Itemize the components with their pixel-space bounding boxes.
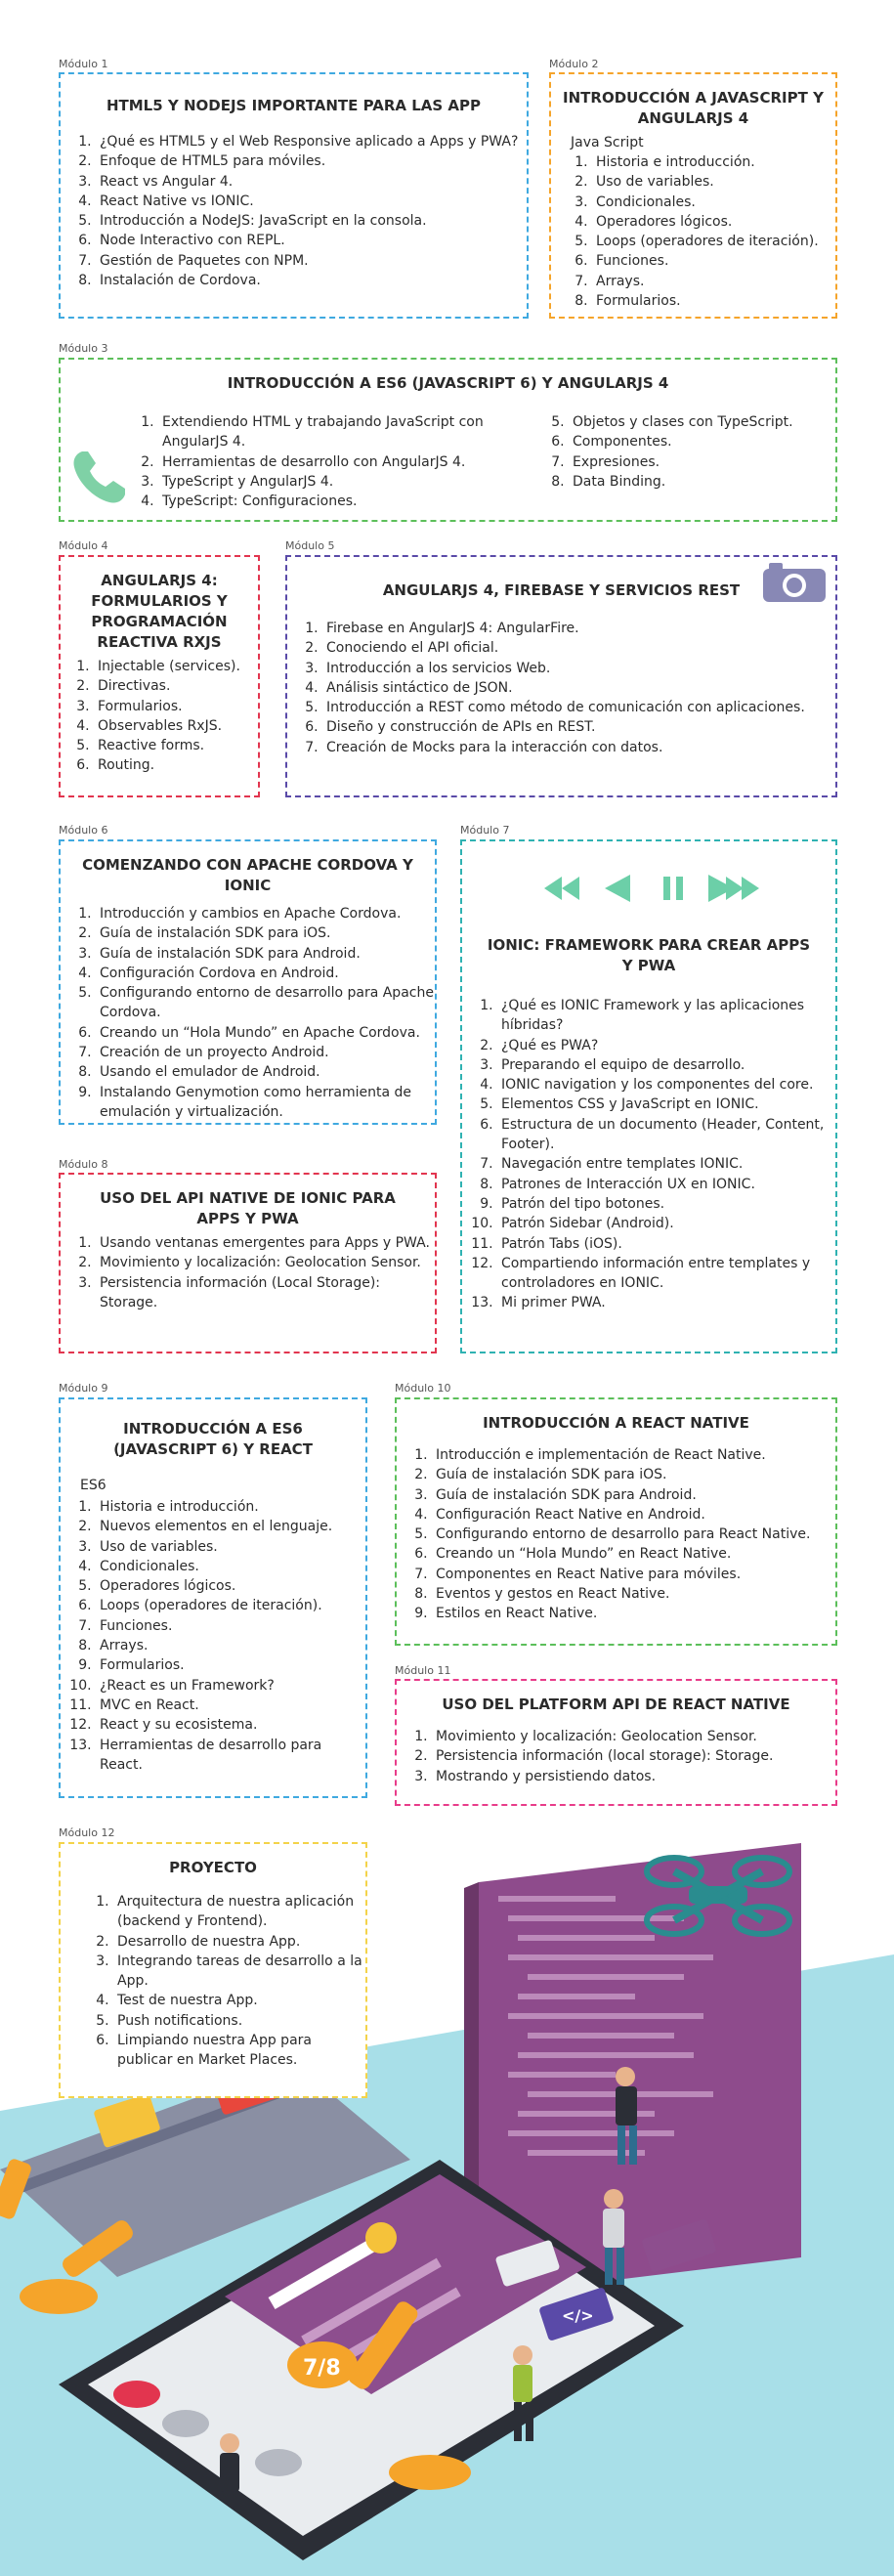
list-item: 2. Uso de variables.	[592, 172, 835, 192]
list-item: 4. Análisis sintáctico de JSON.	[322, 678, 835, 698]
module-3-title: INTRODUCCIÓN A ES6 (JAVASCRIPT 6) Y ANGULARJS 4	[227, 374, 669, 392]
list-item: 9. Instalando Genymotion como herramienta de emulación y virtualización.	[96, 1083, 435, 1123]
list-item: 8. Usando el emulador de Android.	[96, 1062, 435, 1082]
svg-text:</>: </>	[562, 2306, 594, 2325]
list-item: 2. Directivas.	[94, 676, 258, 696]
list-item: 1. Injectable (services).	[94, 657, 258, 676]
list-item: 1. Arquitectura de nuestra aplicación (backend y Frontend).	[113, 1892, 365, 1932]
list-item: 3. React vs Angular 4.	[96, 172, 527, 192]
list-item: 4. React Native vs IONIC.	[96, 192, 527, 211]
media-controls-icon	[540, 871, 763, 906]
list-item: 1. ¿Qué es HTML5 y el Web Responsive aplicado a Apps y PWA?	[96, 132, 527, 151]
module-4-label: Módulo 4	[59, 539, 108, 552]
list-item: 3. Persistencia información (Local Storage): Storage.	[96, 1273, 435, 1313]
module-7-list	[462, 996, 835, 1313]
module-2-list	[551, 152, 835, 311]
list-item: 5. Configurando entorno de desarrollo para React Native.	[432, 1524, 835, 1544]
list-item: 4. Configuración Cordova en Android.	[96, 964, 435, 983]
module-5-title: ANGULARJS 4, FIREBASE Y SERVICIOS REST	[382, 581, 741, 599]
list-item: 1. Extendiendo HTML y trabajando JavaScript con AngularJS 4.	[158, 412, 549, 452]
module-2-card	[549, 72, 837, 319]
list-item: 1. Introducción e implementación de React Native.	[432, 1445, 835, 1465]
camera-icon	[759, 559, 830, 606]
list-item: 2. ¿Qué es PWA?	[497, 1036, 835, 1055]
list-item: 3. Guía de instalación SDK para Android.	[96, 944, 435, 964]
module-2-subheading: Java Script	[571, 135, 644, 150]
list-item: 3. TypeScript y AngularJS 4.	[158, 472, 549, 492]
list-item: 2. Persistencia información (local storage): Storage.	[432, 1746, 835, 1766]
module-11-title: USO DEL PLATFORM API DE REACT NATIVE	[442, 1696, 790, 1713]
list-item: 7. Creación de un proyecto Android.	[96, 1043, 435, 1062]
list-item: 5. Objetos y clases con TypeScript.	[569, 412, 842, 432]
list-item: 8. Data Binding.	[569, 472, 842, 492]
module-9-subheading: ES6	[80, 1478, 106, 1493]
list-item: 3. Formularios.	[94, 697, 258, 716]
list-item: 13. Herramientas de desarrollo para React.	[96, 1736, 365, 1776]
list-item: 2. Enfoque de HTML5 para móviles.	[96, 151, 527, 171]
list-item: 3. Preparando el equipo de desarrollo.	[497, 1055, 835, 1075]
list-item: 6. Node Interactivo con REPL.	[96, 231, 527, 250]
list-item: 8. Instalación de Cordova.	[96, 271, 527, 290]
module-12-title: PROYECTO	[169, 1859, 257, 1876]
list-item: 5. Configurando entorno de desarrollo para Apache Cordova.	[96, 983, 435, 1023]
module-1-list	[61, 132, 527, 290]
list-item: 10. ¿React es un Framework?	[96, 1676, 365, 1696]
list-item: 1. Usando ventanas emergentes para Apps y PWA.	[96, 1233, 435, 1253]
module-8-list	[61, 1233, 435, 1312]
list-item: 7. Creación de Mocks para la interacción con datos.	[322, 738, 835, 757]
module-6-card	[59, 839, 437, 1125]
module-5-label: Módulo 5	[285, 539, 335, 552]
list-item: 5. Reactive forms.	[94, 736, 258, 755]
list-item: 6. Diseño y construcción de APIs en REST.	[322, 717, 835, 737]
list-item: 4. Operadores lógicos.	[592, 212, 835, 232]
list-item: 1. Historia e introducción.	[96, 1497, 365, 1517]
module-9-card	[59, 1397, 367, 1798]
list-item: 4. Condicionales.	[96, 1557, 365, 1576]
list-item: 1. Historia e introducción.	[592, 152, 835, 172]
module-4-title: ANGULARJS 4: FORMULARIOS Y PROGRAMACIÓN REACTIVA RXJS	[91, 572, 228, 651]
list-item: 6. Creando un “Hola Mundo” en Apache Cordova.	[96, 1023, 435, 1043]
module-1-title: HTML5 Y NODEJS IMPORTANTE PARA LAS APP	[106, 97, 482, 114]
list-item: 6. Routing.	[94, 755, 258, 775]
module-3-label: Módulo 3	[59, 342, 108, 355]
list-item: 3. Uso de variables.	[96, 1537, 365, 1557]
module-8-title: USO DEL API NATIVE DE IONIC PARA APPS Y PWA	[100, 1189, 396, 1227]
list-item: 4. Observables RxJS.	[94, 716, 258, 736]
list-item: 2. Conociendo el API oficial.	[322, 638, 835, 658]
list-item: 5. Loops (operadores de iteración).	[592, 232, 835, 251]
list-item: 1. Firebase en AngularJS 4: AngularFire.	[322, 619, 835, 638]
module-8-card	[59, 1173, 437, 1353]
list-item: 1. ¿Qué es IONIC Framework y las aplicaciones híbridas?	[497, 996, 835, 1036]
module-11-label: Módulo 11	[395, 1664, 451, 1677]
module-9-label: Módulo 9	[59, 1382, 108, 1395]
list-item: 2. Herramientas de desarrollo con AngularJS 4.	[158, 452, 549, 472]
module-6-list	[61, 904, 435, 1122]
list-item: 5. Operadores lógicos.	[96, 1576, 365, 1596]
list-item: 9. Estilos en React Native.	[432, 1604, 835, 1623]
list-item: 8. Patrones de Interacción UX en IONIC.	[497, 1175, 835, 1194]
list-item: 6. Componentes.	[569, 432, 842, 451]
module-4-card	[59, 555, 260, 797]
module-1-label: Módulo 1	[59, 58, 108, 70]
list-item: 7. Gestión de Paquetes con NPM.	[96, 251, 527, 271]
module-9-list	[61, 1497, 365, 1775]
list-item: 3. Condicionales.	[592, 193, 835, 212]
list-item: 4. TypeScript: Configuraciones.	[158, 492, 549, 511]
list-item: 12. React y su ecosistema.	[96, 1715, 365, 1735]
module-12-list	[61, 1892, 365, 2071]
module-10-title: INTRODUCCIÓN A REACT NATIVE	[483, 1414, 749, 1432]
list-item: 6. Loops (operadores de iteración).	[96, 1596, 365, 1615]
module-2-title: INTRODUCCIÓN A JAVASCRIPT Y ANGULARJS 4	[563, 89, 824, 127]
list-item: 8. Formularios.	[592, 291, 835, 311]
list-item: 5. Introducción a REST como método de comunicación con aplicaciones.	[322, 698, 835, 717]
list-item: 7. Expresiones.	[569, 452, 842, 472]
module-11-card	[395, 1679, 837, 1806]
module-7-title: IONIC: FRAMEWORK PARA CREAR APPS Y PWA	[487, 936, 811, 974]
list-item: 11. MVC en React.	[96, 1696, 365, 1715]
phone-icon	[68, 446, 131, 508]
svg-text:7/8: 7/8	[303, 2356, 341, 2381]
module-12-card	[59, 1842, 367, 2098]
list-item: 7. Componentes en React Native para móviles.	[432, 1565, 835, 1584]
list-item: 1. Introducción y cambios en Apache Cordova.	[96, 904, 435, 923]
list-item: 9. Patrón del tipo botones.	[497, 1194, 835, 1214]
list-item: 2. Nuevos elementos en el lenguaje.	[96, 1517, 365, 1536]
module-3-card	[59, 358, 837, 522]
module-2-label: Módulo 2	[549, 58, 599, 70]
list-item: 11. Patrón Tabs (iOS).	[497, 1234, 835, 1254]
list-item: 8. Eventos y gestos en React Native.	[432, 1584, 835, 1604]
list-item: 7. Funciones.	[96, 1616, 365, 1636]
list-item: 13. Mi primer PWA.	[497, 1293, 835, 1312]
list-item: 2. Desarrollo de nuestra App.	[113, 1932, 365, 1952]
list-item: 4. Test de nuestra App.	[113, 1991, 365, 2010]
module-6-title: COMENZANDO CON APACHE CORDOVA Y IONIC	[82, 856, 413, 894]
module-12-label: Módulo 12	[59, 1826, 115, 1839]
module-5-list	[287, 619, 835, 757]
list-item: 4. Configuración React Native en Android.	[432, 1505, 835, 1524]
module-10-list	[397, 1445, 835, 1624]
module-8-label: Módulo 8	[59, 1158, 108, 1171]
module-7-label: Módulo 7	[460, 824, 510, 837]
module-7-card	[460, 839, 837, 1353]
list-item: 5. Push notifications.	[113, 2011, 365, 2031]
module-3-list-left	[123, 412, 549, 511]
list-item: 12. Compartiendo información entre templates y controladores en IONIC.	[497, 1254, 835, 1294]
list-item: 7. Arrays.	[592, 272, 835, 291]
list-item: 5. Introducción a NodeJS: JavaScript en la consola.	[96, 211, 527, 231]
list-item: 7. Navegación entre templates IONIC.	[497, 1154, 835, 1174]
list-item: 5. Elementos CSS y JavaScript en IONIC.	[497, 1095, 835, 1114]
module-3-list-right	[533, 412, 842, 492]
list-item: 3. Integrando tareas de desarrollo a la App.	[113, 1952, 365, 1992]
module-1-card	[59, 72, 529, 319]
list-item: 4. IONIC navigation y los componentes del core.	[497, 1075, 835, 1095]
list-item: 3. Introducción a los servicios Web.	[322, 659, 835, 678]
module-5-card	[285, 555, 837, 797]
module-9-title: INTRODUCCIÓN A ES6 (JAVASCRIPT 6) Y REACT	[113, 1420, 313, 1458]
list-item: 9. Formularios.	[96, 1655, 365, 1675]
list-item: 1. Movimiento y localización: Geolocation Sensor.	[432, 1727, 835, 1746]
module-10-label: Módulo 10	[395, 1382, 451, 1395]
list-item: 8. Arrays.	[96, 1636, 365, 1655]
list-item: 6. Limpiando nuestra App para publicar en Market Places.	[113, 2031, 365, 2071]
list-item: 10. Patrón Sidebar (Android).	[497, 1214, 835, 1233]
list-item: 2. Guía de instalación SDK para iOS.	[432, 1465, 835, 1484]
module-11-list	[397, 1727, 835, 1786]
list-item: 6. Estructura de un documento (Header, Content, Footer).	[497, 1115, 835, 1155]
list-item: 3. Guía de instalación SDK para Android.	[432, 1485, 835, 1505]
list-item: 6. Creando un “Hola Mundo” en React Native.	[432, 1544, 835, 1564]
list-item: 3. Mostrando y persistiendo datos.	[432, 1767, 835, 1786]
module-10-card	[395, 1397, 837, 1646]
module-6-label: Módulo 6	[59, 824, 108, 837]
list-item: 2. Movimiento y localización: Geolocation Sensor.	[96, 1253, 435, 1272]
list-item: 6. Funciones.	[592, 251, 835, 271]
module-4-list	[61, 657, 258, 776]
list-item: 2. Guía de instalación SDK para iOS.	[96, 923, 435, 943]
